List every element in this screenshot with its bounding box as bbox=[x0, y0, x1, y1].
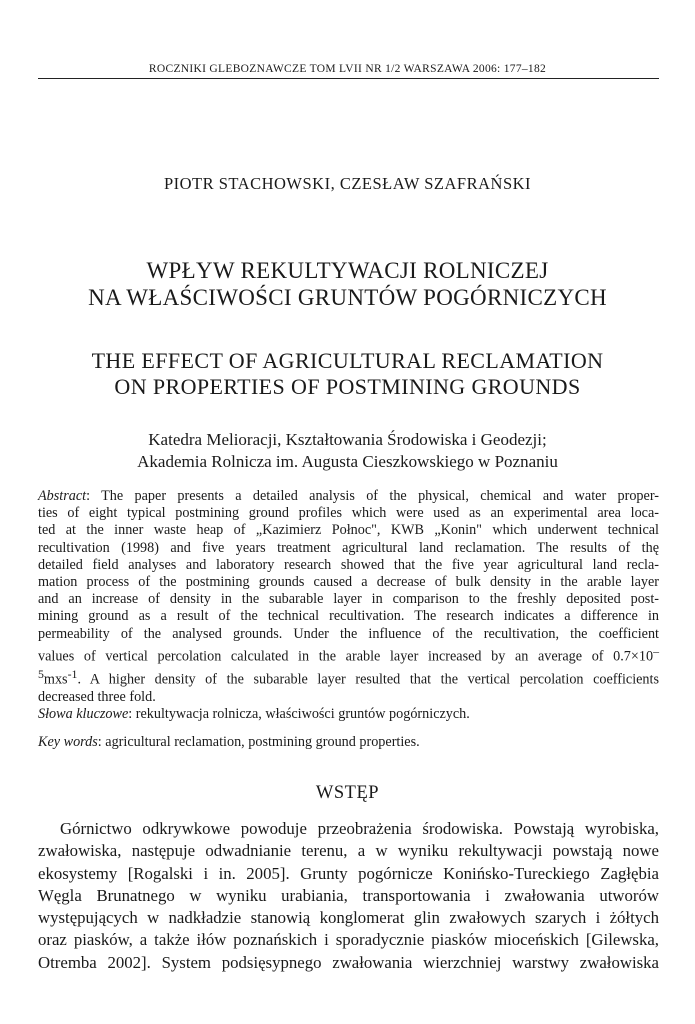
abstract-line: recultivation (1998) and five years treatment agricultural land reclamation. The results of thę bbox=[38, 539, 659, 556]
abstract bbox=[38, 488, 659, 706]
abstract-line: ted at the inner waste heap of „Kazimierz Połnoc", KWB „Konin" which underwent technical bbox=[38, 522, 659, 539]
abstract-line: $^5$mxs$^{-1}$. A higher density of the subarable layer resulted that the vertical percolation coefficients bbox=[38, 666, 659, 688]
keywords-polish-text: : rekultywacja rolnicza, właściwości gruntów pogórniczych. bbox=[128, 706, 470, 722]
authors: PIOTR STACHOWSKI, CZESŁAW SZAFRAŃSKI bbox=[163, 174, 532, 193]
abstract-line: ties of eight typical postmining ground profiles which were used as an experimental area loca- bbox=[38, 505, 659, 522]
superscript-neg1: -1 bbox=[67, 666, 78, 681]
abstract-line: and an increase of density in the subarable layer in comparison to the freshly deposited post- bbox=[38, 591, 659, 608]
affiliation bbox=[0, 429, 695, 473]
abstract-line: values of vertical percolation calculated in the arable layer increased by an average of 0.7×10– bbox=[38, 643, 659, 665]
abstract-line: Abstract: The paper presents a detailed analysis of the physical, chemical and water proper- bbox=[38, 488, 659, 504]
body-line: ekosystemy [Rogalski i in. 2005]. Grunty pogórnicze Konińsko-Tureckiego Zagłębia bbox=[38, 863, 659, 883]
body-text bbox=[38, 818, 659, 974]
title-english-line-1: THE EFFECT OF AGRICULTURAL RECLAMATION bbox=[91, 348, 604, 373]
keywords-polish-label: Słowa kluczowe bbox=[38, 706, 129, 722]
title-english-line-2: ON PROPERTIES OF POSTMINING GROUNDS bbox=[114, 374, 581, 399]
keywords-polish bbox=[38, 706, 659, 723]
body-line: oraz piasków, a także iłów poznańskich i sporadycznie piasków mioceńskich [Gilewska, bbox=[38, 930, 659, 950]
body-line: Węgla Brunatnego w wyniku urabiania, transportowania i zwałowania utworów bbox=[38, 885, 659, 905]
keywords-english bbox=[38, 734, 659, 751]
body-line: Otremba 2002]. System podsięsypnego zwałowania wierzchniej warstwy zwałowiska bbox=[38, 952, 659, 972]
title-polish bbox=[0, 257, 695, 311]
affiliation-line-2: Akademia Rolnicza im. Augusta Cieszkowskiego w Poznaniu bbox=[137, 452, 558, 471]
keywords-english-label: Key words bbox=[38, 734, 98, 750]
abstract-label: Abstract bbox=[38, 488, 87, 504]
header-rule bbox=[38, 78, 659, 79]
keywords-english-text: : agricultural reclamation, postmining ground properties. bbox=[97, 734, 420, 750]
title-polish-line-2: NA WŁAŚCIWOŚCI GRUNTÓW POGÓRNICZYCH bbox=[88, 285, 607, 310]
body-line: zwałowiska, następuje odwadnianie terenu, a w wyniku rekultywacji powstają nowe bbox=[38, 841, 659, 861]
section-title: WSTĘP bbox=[315, 783, 380, 803]
superscript-minus: – bbox=[653, 643, 659, 658]
superscript-5: 5 bbox=[38, 666, 44, 681]
title-english bbox=[0, 348, 695, 400]
title-polish-line-1: WPŁYW REKULTYWACJI ROLNICZEJ bbox=[146, 258, 549, 283]
abstract-line: permeability of the analysed grounds. Under the influence of the recultivation, the coefficient bbox=[38, 625, 659, 642]
body-line: występujących w nadkładzie stanowią konglomerat glin zwałowych szarych i żółtych bbox=[38, 908, 659, 928]
running-head: ROCZNIKI GLEBOZNAWCZE TOM LVII NR 1/2 WARSZAWA 2006: 177–182 bbox=[148, 63, 547, 75]
abstract-line: mining ground as a result of the technical recultivation. The research indicates a difference in bbox=[38, 608, 659, 625]
affiliation-line-1: Katedra Melioracji, Kształtowania Środowiska i Geodezji; bbox=[148, 430, 547, 449]
abstract-line: detailed field analyses and laboratory research showed that the five year agricultural land recla- bbox=[38, 556, 659, 573]
body-line: Górnictwo odkrywkowe powoduje przeobrażenia środowiska. Powstają wyrobiska, bbox=[60, 819, 659, 838]
abstract-line: decreased three fold. bbox=[38, 688, 156, 705]
abstract-line: mation process of the postmining grounds caused a decrease of bulk density in the arable layer bbox=[38, 574, 659, 591]
